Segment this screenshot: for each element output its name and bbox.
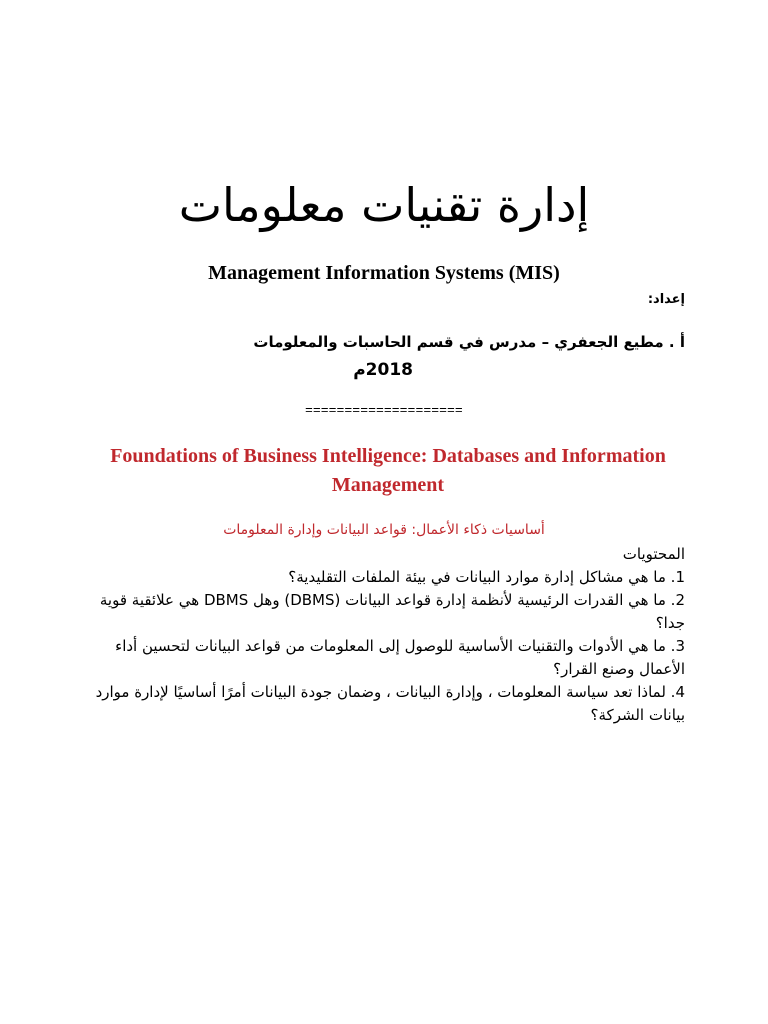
question-item: 4. لماذا تعد سياسة المعلومات ، وإدارة البيانات ، وضمان جودة البيانات أمرًا أساسيًا لإدارة موارد بيانات الشركة؟ [95,683,685,724]
divider-line: ==================== [305,402,463,417]
questions-list [75,566,685,727]
section-title-arabic: أساسيات ذكاء الأعمال: قواعد البيانات وإدارة المعلومات [223,522,545,538]
question-item: 1. ما هي مشاكل إدارة موارد البيانات في بيئة الملفات التقليدية؟ [288,568,685,586]
question-item: 2. ما هي القدرات الرئيسية لأنظمة إدارة قواعد البيانات (DBMS) وهل DBMS هي علائقية قوية جدا؟ [99,591,685,632]
section-title-english: Foundations of Business Intelligence: Databases and Information Management [110,445,666,496]
contents-label: المحتويات [622,545,685,563]
main-title-english: Management Information Systems (MIS) [208,262,560,284]
prepared-by-label: إعداد: [647,292,685,307]
main-title-arabic: إدارة تقنيات معلومات [178,178,590,232]
author-line: أ . مطيع الجعفري – مدرس في قسم الحاسبات والمعلومات [253,333,685,351]
question-item: 3. ما هي الأدوات والتقنيات الأساسية للوصول إلى المعلومات من قواعد البيانات لتحسين أداء الأعمال وصنع القرار؟ [115,637,685,678]
year-line: 2018م [353,360,413,380]
